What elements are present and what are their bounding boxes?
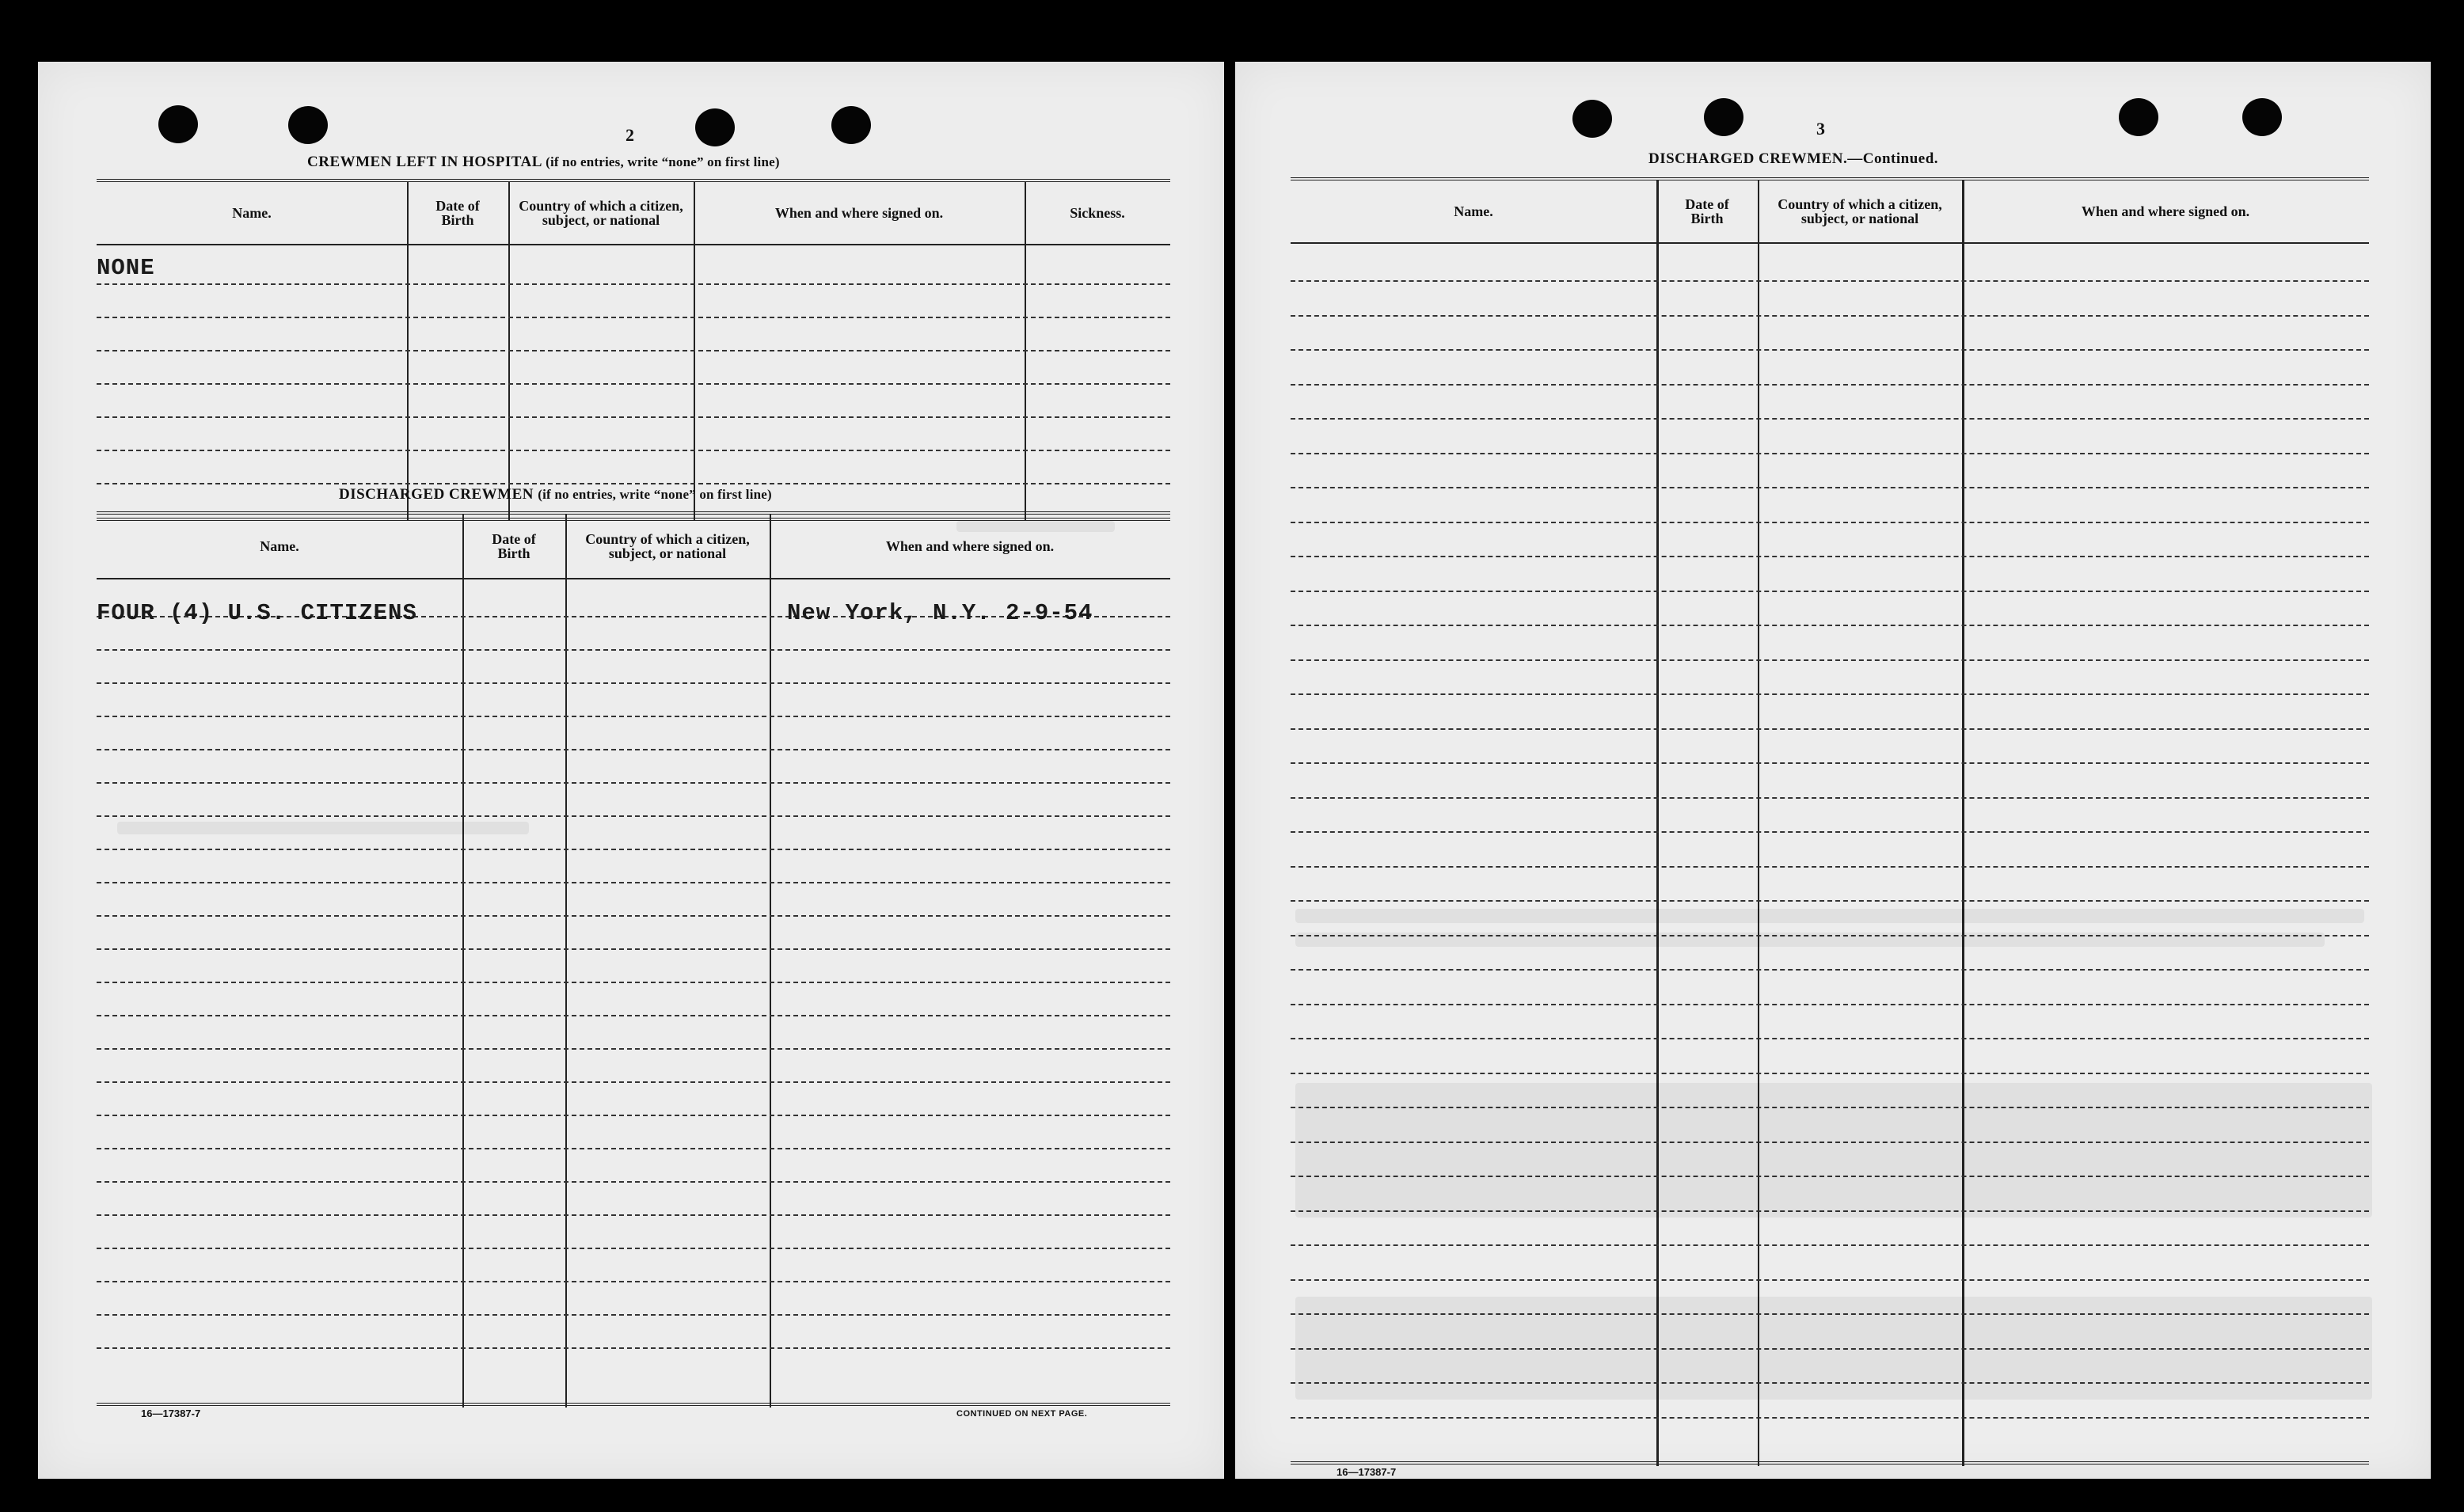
entry-line [97, 716, 1170, 717]
punch-hole [2119, 98, 2158, 136]
entry-line [1291, 1417, 2369, 1419]
entry-line [1291, 487, 2369, 488]
table-bottom-rule [1291, 1461, 2369, 1465]
hospital-section-instruction: (if no entries, write “none” on first line) [546, 154, 780, 169]
entry-line [97, 350, 1170, 351]
discharged-continued-header [1291, 180, 2369, 244]
discharged-section-heading [339, 486, 772, 503]
column-divider [1656, 180, 1659, 1466]
column-divider [1758, 180, 1759, 1466]
hospital-section-heading [307, 154, 780, 171]
column-divider [694, 182, 695, 521]
punch-hole [158, 105, 198, 143]
entry-line [97, 749, 1170, 750]
entry-line [97, 383, 1170, 385]
hospital-table-header [97, 182, 1170, 245]
hospital-entry-name: NONE [97, 255, 155, 281]
column-divider [508, 182, 510, 521]
entry-line [97, 948, 1170, 950]
discharged-continued-table [1291, 177, 2369, 1466]
table-bottom-rule [97, 1403, 1170, 1406]
punch-hole [695, 108, 735, 146]
punch-hole [288, 106, 328, 144]
column-header-name: Name. [260, 538, 299, 554]
hospital-section-title: CREWMEN LEFT IN HOSPITAL [307, 154, 542, 170]
entry-line [97, 1148, 1170, 1149]
entry-line [97, 1314, 1170, 1316]
form-code: 16—17387-7 [1337, 1466, 1397, 1478]
entry-line [97, 682, 1170, 684]
entry-line [97, 1248, 1170, 1249]
discharged-section-instruction: (if no entries, write “none” on first line) [538, 487, 772, 502]
discharged-section-title: DISCHARGED CREWMEN [339, 486, 534, 503]
discharged-entry-signed-on: New York, N.Y. 2-9-54 [787, 600, 1093, 626]
entry-line [97, 1347, 1170, 1349]
entry-line [1291, 522, 2369, 523]
entry-line [1291, 1038, 2369, 1039]
entry-line [1291, 866, 2369, 868]
entry-line [1291, 280, 2369, 282]
entry-line [97, 649, 1170, 651]
entry-line [1291, 797, 2369, 799]
entry-line [1291, 591, 2369, 592]
hospital-table [97, 179, 1170, 521]
column-divider [1962, 180, 1964, 1466]
page-number: 3 [1816, 119, 1825, 139]
column-header-country: Country of which a citizen, subject, or national [585, 531, 750, 561]
column-header-date-of-birth: Date of Birth [1685, 196, 1729, 226]
entry-line [97, 317, 1170, 318]
entry-line [97, 1115, 1170, 1116]
entry-line [97, 1015, 1170, 1016]
bleed-through [1295, 933, 2325, 947]
entry-line [1291, 728, 2369, 730]
entry-line [97, 782, 1170, 784]
entry-line [97, 815, 1170, 817]
bleed-through [117, 822, 529, 834]
entry-line [97, 1048, 1170, 1050]
column-header-date-of-birth: Date of Birth [435, 198, 480, 228]
entry-line [97, 849, 1170, 850]
entry-line [1291, 900, 2369, 902]
column-header-date-of-birth: Date of Birth [492, 531, 536, 561]
column-divider [1025, 182, 1026, 521]
entry-line [1291, 453, 2369, 454]
entry-line [1291, 762, 2369, 764]
punch-hole [831, 106, 871, 144]
discharged-table [97, 511, 1170, 1408]
column-header-name: Name. [1454, 203, 1493, 219]
entry-line [1291, 349, 2369, 351]
entry-line [1291, 1073, 2369, 1074]
discharged-entry-name: FOUR (4) U.S. CITIZENS [97, 600, 417, 626]
entry-line [1291, 384, 2369, 386]
entry-line [1291, 831, 2369, 833]
entry-line [1291, 1004, 2369, 1005]
entry-line [97, 982, 1170, 983]
column-header-sickness: Sickness. [1070, 205, 1125, 221]
column-header-country: Country of which a citizen, subject, or national [1778, 196, 1942, 226]
entry-line [97, 1181, 1170, 1183]
entry-line [1291, 315, 2369, 317]
entry-line [97, 915, 1170, 917]
discharged-continued-heading: DISCHARGED CREWMEN.—Continued. [1648, 150, 1939, 167]
punch-hole [1572, 100, 1612, 138]
column-divider [407, 182, 409, 521]
column-header-signed-on: When and where signed on. [774, 205, 944, 221]
entry-line [1291, 659, 2369, 661]
continued-note: CONTINUED ON NEXT PAGE. [956, 1409, 1088, 1419]
column-header-signed-on: When and where signed on. [885, 538, 1055, 554]
punch-hole [2242, 98, 2282, 136]
entry-line [1291, 969, 2369, 971]
form-code: 16—17387-7 [141, 1408, 201, 1419]
entry-line [1291, 418, 2369, 420]
column-header-name: Name. [232, 205, 272, 221]
entry-line [1291, 625, 2369, 626]
column-header-signed-on: When and where signed on. [2081, 203, 2250, 219]
entry-line [97, 450, 1170, 451]
form-page-3 [1235, 62, 2431, 1479]
bleed-through [1295, 909, 2364, 923]
punch-hole [1704, 98, 1743, 136]
entry-line [1291, 1244, 2369, 1246]
entry-line [97, 882, 1170, 883]
form-page-2 [38, 62, 1224, 1479]
bleed-through [956, 521, 1115, 532]
entry-line [97, 283, 1170, 285]
entry-line [97, 483, 1170, 484]
entry-line [97, 416, 1170, 418]
bleed-through [1295, 1083, 2372, 1218]
column-header-country: Country of which a citizen, subject, or national [519, 198, 683, 228]
entry-line [97, 1281, 1170, 1282]
entry-line [1291, 693, 2369, 695]
bleed-through [1295, 1297, 2372, 1400]
entry-line [1291, 556, 2369, 557]
entry-line [97, 1214, 1170, 1216]
page-number: 2 [626, 125, 634, 145]
entry-line [1291, 1279, 2369, 1281]
entry-line [97, 1081, 1170, 1083]
